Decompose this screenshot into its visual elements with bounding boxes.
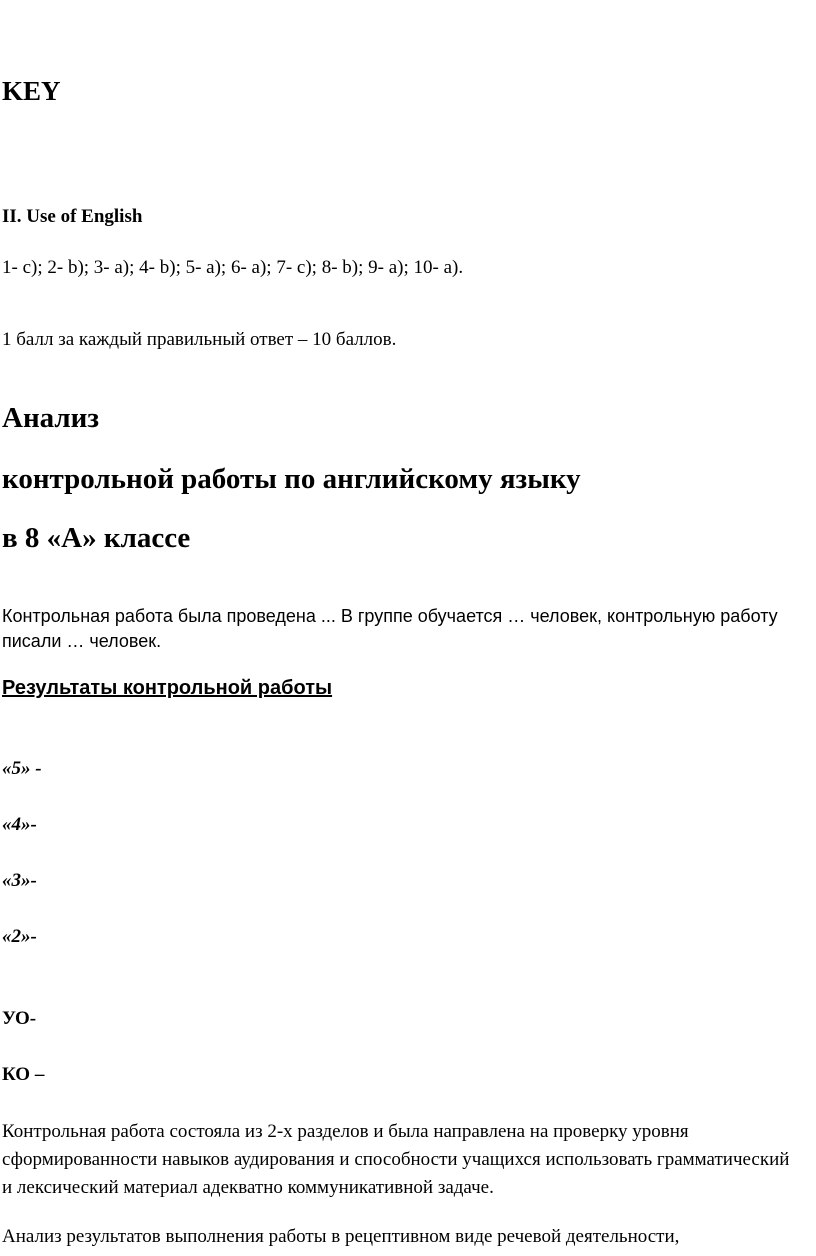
grade-2-line: «2»-	[2, 926, 37, 947]
analysis-heading-line-1: Анализ	[2, 402, 100, 434]
scoring-note: 1 балл за каждый правильный ответ – 10 баллов.	[2, 329, 397, 350]
grade-4-line: «4»-	[2, 814, 37, 835]
intro-paragraph: Контрольная работа была проведена ... В группе обучается … человек, контрольную работу писали … человек.	[2, 606, 778, 651]
answer-key-line: 1- c); 2- b); 3- a); 4- b); 5- a); 6- a); 7- c); 8- b); 9- a); 10- a).	[2, 257, 464, 278]
key-title: KEY	[2, 76, 61, 106]
analysis-heading-line-2: контрольной работы по английскому языку	[2, 463, 581, 495]
description-paragraph: Контрольная работа состояла из 2-х разделов и была направлена на проверку уровня сформированности навыков аудирования и способности учащихся использовать грамматический и лексический материал адекватно коммуникативной задаче.	[2, 1121, 790, 1198]
ko-line: КО –	[2, 1064, 45, 1085]
grade-5-line: «5» -	[2, 758, 42, 779]
analysis-heading-line-3: в 8 «А» классе	[2, 522, 191, 554]
grade-3-line: «3»-	[2, 870, 37, 891]
uo-line: УО-	[2, 1008, 37, 1029]
analysis-results-line: Анализ результатов выполнения работы в рецептивном виде речевой деятельности,	[2, 1226, 680, 1247]
section-title: II. Use of English	[2, 206, 143, 227]
results-heading: Результаты контрольной работы	[2, 677, 333, 699]
